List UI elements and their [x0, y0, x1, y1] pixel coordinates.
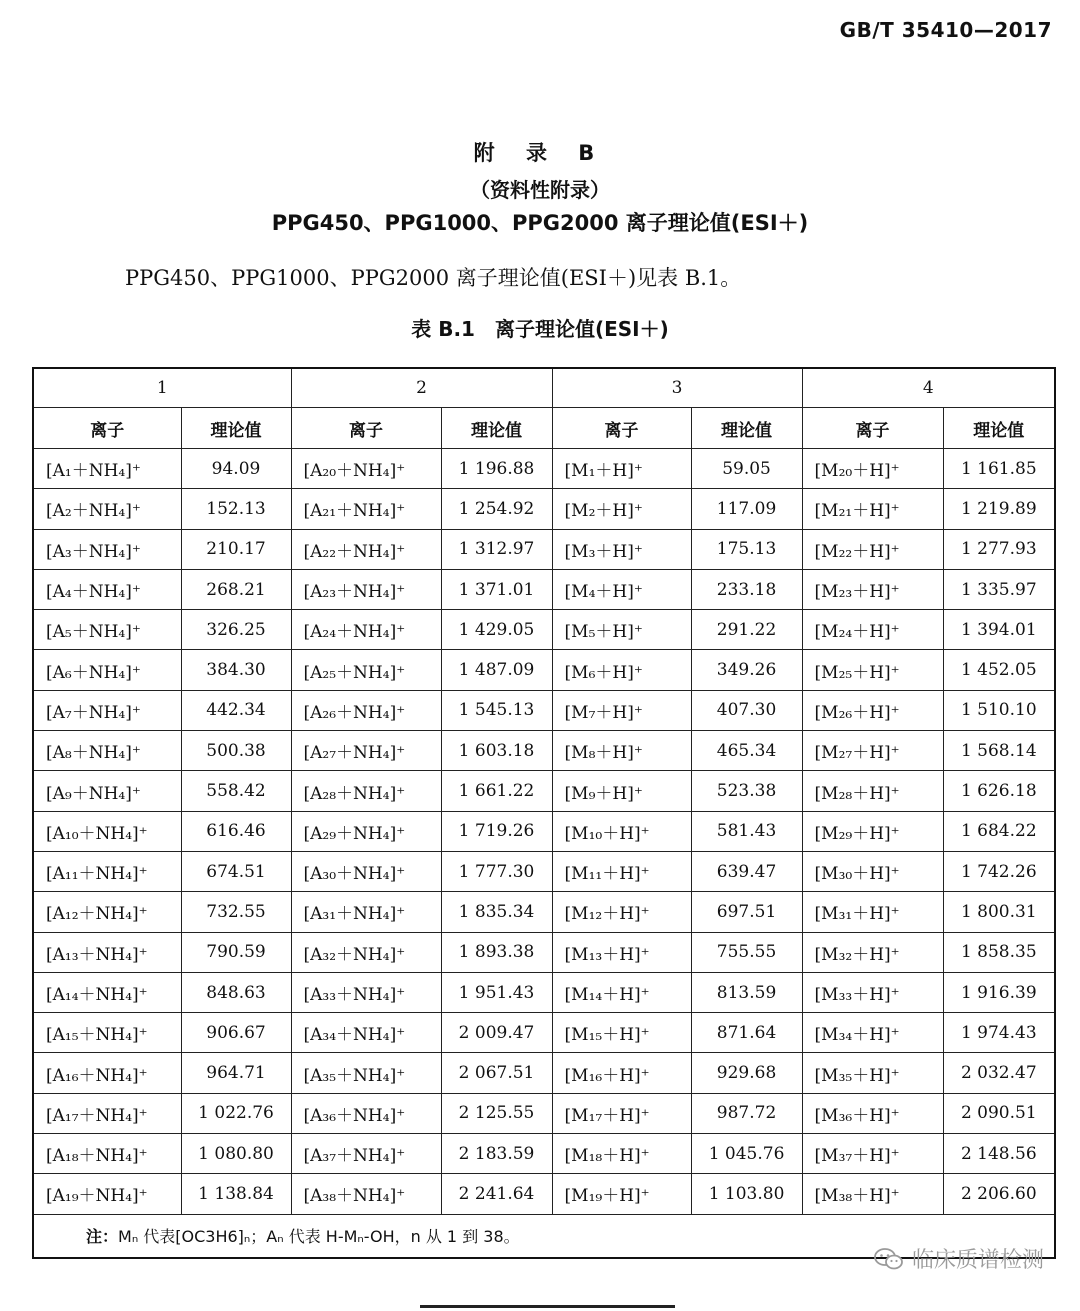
theoretical-value-cell: 1 487.09 — [441, 650, 552, 690]
ion-cell: [M₁₇＋H]⁺ — [552, 1093, 691, 1133]
theoretical-value-cell: 2 032.47 — [943, 1053, 1055, 1093]
theoretical-value-cell: 94.09 — [181, 449, 291, 489]
ion-cell: [A₂₃＋NH₄]⁺ — [291, 569, 441, 609]
ion-cell: [M₁₆＋H]⁺ — [552, 1053, 691, 1093]
theoretical-value-cell: 175.13 — [691, 529, 802, 569]
ion-cell: [A₂₈＋NH₄]⁺ — [291, 771, 441, 811]
column-header-value: 理论值 — [441, 408, 552, 449]
ion-cell: [M₃₄＋H]⁺ — [802, 1013, 943, 1053]
ion-cell: [M₂＋H]⁺ — [552, 489, 691, 529]
table-row — [33, 972, 1055, 1012]
theoretical-value-cell: 1 661.22 — [441, 771, 552, 811]
table-row — [33, 771, 1055, 811]
ion-cell: [A₃₀＋NH₄]⁺ — [291, 851, 441, 891]
theoretical-value-cell: 349.26 — [691, 650, 802, 690]
ion-cell: [M₂₂＋H]⁺ — [802, 529, 943, 569]
ion-cell: [M₁＋H]⁺ — [552, 449, 691, 489]
ion-cell: [A₅＋NH₄]⁺ — [33, 610, 181, 650]
theoretical-value-cell: 442.34 — [181, 690, 291, 730]
column-header-value: 理论值 — [943, 408, 1055, 449]
ion-cell: [M₃₆＋H]⁺ — [802, 1093, 943, 1133]
ion-table — [32, 367, 1056, 1259]
ion-cell: [A₃₇＋NH₄]⁺ — [291, 1134, 441, 1174]
note-label: 注： — [86, 1227, 119, 1247]
ion-cell: [A₁₁＋NH₄]⁺ — [33, 851, 181, 891]
ion-cell: [A₇＋NH₄]⁺ — [33, 690, 181, 730]
ion-cell: [A₃₃＋NH₄]⁺ — [291, 972, 441, 1012]
ion-cell: [M₂₁＋H]⁺ — [802, 489, 943, 529]
theoretical-value-cell: 1 103.80 — [691, 1174, 802, 1214]
ion-cell: [A₂₂＋NH₄]⁺ — [291, 529, 441, 569]
theoretical-value-cell: 929.68 — [691, 1053, 802, 1093]
theoretical-value-cell: 964.71 — [181, 1053, 291, 1093]
theoretical-value-cell: 1 510.10 — [943, 690, 1055, 730]
ion-cell: [M₁₈＋H]⁺ — [552, 1134, 691, 1174]
theoretical-value-cell: 871.64 — [691, 1013, 802, 1053]
theoretical-value-cell: 1 335.97 — [943, 569, 1055, 609]
ion-cell: [A₂₇＋NH₄]⁺ — [291, 731, 441, 771]
ion-cell: [A₃₄＋NH₄]⁺ — [291, 1013, 441, 1053]
theoretical-value-cell: 1 429.05 — [441, 610, 552, 650]
ion-cell: [M₈＋H]⁺ — [552, 731, 691, 771]
table-row — [33, 529, 1055, 569]
theoretical-value-cell: 1 684.22 — [943, 811, 1055, 851]
ion-cell: [A₂₀＋NH₄]⁺ — [291, 449, 441, 489]
ion-cell: [M₂₄＋H]⁺ — [802, 610, 943, 650]
group-header-4: 4 — [802, 368, 1055, 408]
theoretical-value-cell: 1 045.76 — [691, 1134, 802, 1174]
theoretical-value-cell: 2 125.55 — [441, 1093, 552, 1133]
theoretical-value-cell: 59.05 — [691, 449, 802, 489]
table-row — [33, 892, 1055, 932]
table-row — [33, 610, 1055, 650]
theoretical-value-cell: 1 719.26 — [441, 811, 552, 851]
theoretical-value-cell: 1 161.85 — [943, 449, 1055, 489]
ion-cell: [A₁₉＋NH₄]⁺ — [33, 1174, 181, 1214]
ion-cell: [M₂₉＋H]⁺ — [802, 811, 943, 851]
theoretical-value-cell: 1 545.13 — [441, 690, 552, 730]
bottom-divider — [420, 1305, 675, 1308]
theoretical-value-cell: 2 206.60 — [943, 1174, 1055, 1214]
theoretical-value-cell: 2 183.59 — [441, 1134, 552, 1174]
table-body — [33, 449, 1055, 1215]
ion-cell: [M₁₄＋H]⁺ — [552, 972, 691, 1012]
ion-cell: [A₂₄＋NH₄]⁺ — [291, 610, 441, 650]
intro-paragraph: PPG450、PPG1000、PPG2000 离子理论值(ESI＋)见表 B.1。 — [125, 266, 742, 290]
column-header-ion: 离子 — [291, 408, 441, 449]
table-row — [33, 449, 1055, 489]
table-row — [33, 811, 1055, 851]
theoretical-value-cell: 1 022.76 — [181, 1093, 291, 1133]
theoretical-value-cell: 326.25 — [181, 610, 291, 650]
theoretical-value-cell: 1 858.35 — [943, 932, 1055, 972]
ion-cell: [A₃₆＋NH₄]⁺ — [291, 1093, 441, 1133]
note-text: Mₙ 代表[OC3H6]ₙ；Aₙ 代表 H-Mₙ-OH，n 从 1 到 38。 — [118, 1227, 520, 1247]
ion-cell: [M₆＋H]⁺ — [552, 650, 691, 690]
theoretical-value-cell: 2 241.64 — [441, 1174, 552, 1214]
theoretical-value-cell: 848.63 — [181, 972, 291, 1012]
table-row — [33, 650, 1055, 690]
theoretical-value-cell: 117.09 — [691, 489, 802, 529]
table-row — [33, 489, 1055, 529]
ion-cell: [M₃₀＋H]⁺ — [802, 851, 943, 891]
theoretical-value-cell: 500.38 — [181, 731, 291, 771]
ion-cell: [A₁₅＋NH₄]⁺ — [33, 1013, 181, 1053]
ion-cell: [A₉＋NH₄]⁺ — [33, 771, 181, 811]
ion-cell: [A₃₈＋NH₄]⁺ — [291, 1174, 441, 1214]
theoretical-value-cell: 1 196.88 — [441, 449, 552, 489]
ion-cell: [M₂₅＋H]⁺ — [802, 650, 943, 690]
ion-cell: [A₁₇＋NH₄]⁺ — [33, 1093, 181, 1133]
ion-cell: [M₂₃＋H]⁺ — [802, 569, 943, 609]
table-row — [33, 731, 1055, 771]
table-row — [33, 1093, 1055, 1133]
table-row — [33, 1013, 1055, 1053]
theoretical-value-cell: 152.13 — [181, 489, 291, 529]
theoretical-value-cell: 906.67 — [181, 1013, 291, 1053]
ion-cell: [M₃₂＋H]⁺ — [802, 932, 943, 972]
ion-cell: [A₃₁＋NH₄]⁺ — [291, 892, 441, 932]
theoretical-value-cell: 1 254.92 — [441, 489, 552, 529]
theoretical-value-cell: 1 452.05 — [943, 650, 1055, 690]
standard-code: GB/T 35410—2017 — [839, 18, 1052, 42]
theoretical-value-cell: 1 742.26 — [943, 851, 1055, 891]
theoretical-value-cell: 558.42 — [181, 771, 291, 811]
theoretical-value-cell: 268.21 — [181, 569, 291, 609]
ion-cell: [A₂₉＋NH₄]⁺ — [291, 811, 441, 851]
ion-cell: [M₃₇＋H]⁺ — [802, 1134, 943, 1174]
ion-cell: [A₂₅＋NH₄]⁺ — [291, 650, 441, 690]
theoretical-value-cell: 2 090.51 — [943, 1093, 1055, 1133]
theoretical-value-cell: 210.17 — [181, 529, 291, 569]
theoretical-value-cell: 1 626.18 — [943, 771, 1055, 811]
ion-cell: [A₁₃＋NH₄]⁺ — [33, 932, 181, 972]
theoretical-value-cell: 790.59 — [181, 932, 291, 972]
ion-cell: [M₄＋H]⁺ — [552, 569, 691, 609]
ion-cell: [A₁₄＋NH₄]⁺ — [33, 972, 181, 1012]
table-row — [33, 690, 1055, 730]
ion-cell: [M₉＋H]⁺ — [552, 771, 691, 811]
theoretical-value-cell: 233.18 — [691, 569, 802, 609]
column-header-value: 理论值 — [691, 408, 802, 449]
theoretical-value-cell: 755.55 — [691, 932, 802, 972]
column-header-ion: 离子 — [33, 408, 181, 449]
theoretical-value-cell: 639.47 — [691, 851, 802, 891]
wechat-icon — [874, 1247, 904, 1271]
ion-cell: [A₂₁＋NH₄]⁺ — [291, 489, 441, 529]
ion-cell: [A₁₈＋NH₄]⁺ — [33, 1134, 181, 1174]
ion-cell: [M₃＋H]⁺ — [552, 529, 691, 569]
theoretical-value-cell: 1 394.01 — [943, 610, 1055, 650]
theoretical-value-cell: 1 371.01 — [441, 569, 552, 609]
theoretical-value-cell: 384.30 — [181, 650, 291, 690]
group-header-2: 2 — [291, 368, 552, 408]
ion-cell: [A₈＋NH₄]⁺ — [33, 731, 181, 771]
theoretical-value-cell: 1 974.43 — [943, 1013, 1055, 1053]
theoretical-value-cell: 1 893.38 — [441, 932, 552, 972]
theoretical-value-cell: 616.46 — [181, 811, 291, 851]
table-row — [33, 932, 1055, 972]
annex-title: PPG450、PPG1000、PPG2000 离子理论值(ESI＋) — [271, 211, 809, 235]
theoretical-value-cell: 1 568.14 — [943, 731, 1055, 771]
theoretical-value-cell: 1 603.18 — [441, 731, 552, 771]
theoretical-value-cell: 1 219.89 — [943, 489, 1055, 529]
column-header-ion: 离子 — [552, 408, 691, 449]
ion-cell: [M₃₅＋H]⁺ — [802, 1053, 943, 1093]
theoretical-value-cell: 1 835.34 — [441, 892, 552, 932]
ion-cell: [A₃₂＋NH₄]⁺ — [291, 932, 441, 972]
theoretical-value-cell: 1 951.43 — [441, 972, 552, 1012]
theoretical-value-cell: 1 080.80 — [181, 1134, 291, 1174]
table-row — [33, 851, 1055, 891]
theoretical-value-cell: 732.55 — [181, 892, 291, 932]
theoretical-value-cell: 1 277.93 — [943, 529, 1055, 569]
group-header-3: 3 — [552, 368, 802, 408]
ion-cell: [M₂₈＋H]⁺ — [802, 771, 943, 811]
column-header-value: 理论值 — [181, 408, 291, 449]
theoretical-value-cell: 987.72 — [691, 1093, 802, 1133]
ion-cell: [M₁₉＋H]⁺ — [552, 1174, 691, 1214]
ion-cell: [A₄＋NH₄]⁺ — [33, 569, 181, 609]
table-row — [33, 1174, 1055, 1214]
theoretical-value-cell: 2 067.51 — [441, 1053, 552, 1093]
table-caption: 表 B.1 离子理论值(ESI＋) — [411, 317, 669, 341]
theoretical-value-cell: 291.22 — [691, 610, 802, 650]
ion-cell: [A₂₆＋NH₄]⁺ — [291, 690, 441, 730]
ion-cell: [M₃₈＋H]⁺ — [802, 1174, 943, 1214]
ion-cell: [A₁＋NH₄]⁺ — [33, 449, 181, 489]
group-header-1: 1 — [33, 368, 291, 408]
ion-cell: [A₆＋NH₄]⁺ — [33, 650, 181, 690]
ion-cell: [M₁₀＋H]⁺ — [552, 811, 691, 851]
ion-cell: [M₁₁＋H]⁺ — [552, 851, 691, 891]
ion-cell: [A₁₀＋NH₄]⁺ — [33, 811, 181, 851]
theoretical-value-cell: 2 148.56 — [943, 1134, 1055, 1174]
ion-cell: [M₁₂＋H]⁺ — [552, 892, 691, 932]
ion-cell: [M₃₃＋H]⁺ — [802, 972, 943, 1012]
ion-cell: [M₇＋H]⁺ — [552, 690, 691, 730]
ion-cell: [M₂₆＋H]⁺ — [802, 690, 943, 730]
theoretical-value-cell: 1 138.84 — [181, 1174, 291, 1214]
theoretical-value-cell: 1 777.30 — [441, 851, 552, 891]
ion-cell: [A₃＋NH₄]⁺ — [33, 529, 181, 569]
table-row — [33, 1053, 1055, 1093]
ion-cell: [A₁₆＋NH₄]⁺ — [33, 1053, 181, 1093]
theoretical-value-cell: 2 009.47 — [441, 1013, 552, 1053]
column-header-ion: 离子 — [802, 408, 943, 449]
table-row — [33, 1134, 1055, 1174]
theoretical-value-cell: 697.51 — [691, 892, 802, 932]
theoretical-value-cell: 1 916.39 — [943, 972, 1055, 1012]
ion-cell: [M₂₀＋H]⁺ — [802, 449, 943, 489]
ion-cell: [M₁₃＋H]⁺ — [552, 932, 691, 972]
theoretical-value-cell: 407.30 — [691, 690, 802, 730]
theoretical-value-cell: 813.59 — [691, 972, 802, 1012]
ion-cell: [M₁₅＋H]⁺ — [552, 1013, 691, 1053]
theoretical-value-cell: 523.38 — [691, 771, 802, 811]
ion-cell: [M₅＋H]⁺ — [552, 610, 691, 650]
theoretical-value-cell: 581.43 — [691, 811, 802, 851]
ion-cell: [M₂₇＋H]⁺ — [802, 731, 943, 771]
annex-label: 附 录 B — [473, 141, 607, 165]
theoretical-value-cell: 1 312.97 — [441, 529, 552, 569]
ion-cell: [A₁₂＋NH₄]⁺ — [33, 892, 181, 932]
theoretical-value-cell: 1 800.31 — [943, 892, 1055, 932]
table-row — [33, 569, 1055, 609]
ion-cell: [A₂＋NH₄]⁺ — [33, 489, 181, 529]
watermark — [874, 1243, 1044, 1274]
annex-type: （资料性附录） — [470, 178, 610, 202]
ion-cell: [A₃₅＋NH₄]⁺ — [291, 1053, 441, 1093]
ion-cell: [M₃₁＋H]⁺ — [802, 892, 943, 932]
watermark-text: 临床质谱检测 — [911, 1248, 1044, 1273]
theoretical-value-cell: 465.34 — [691, 731, 802, 771]
theoretical-value-cell: 674.51 — [181, 851, 291, 891]
